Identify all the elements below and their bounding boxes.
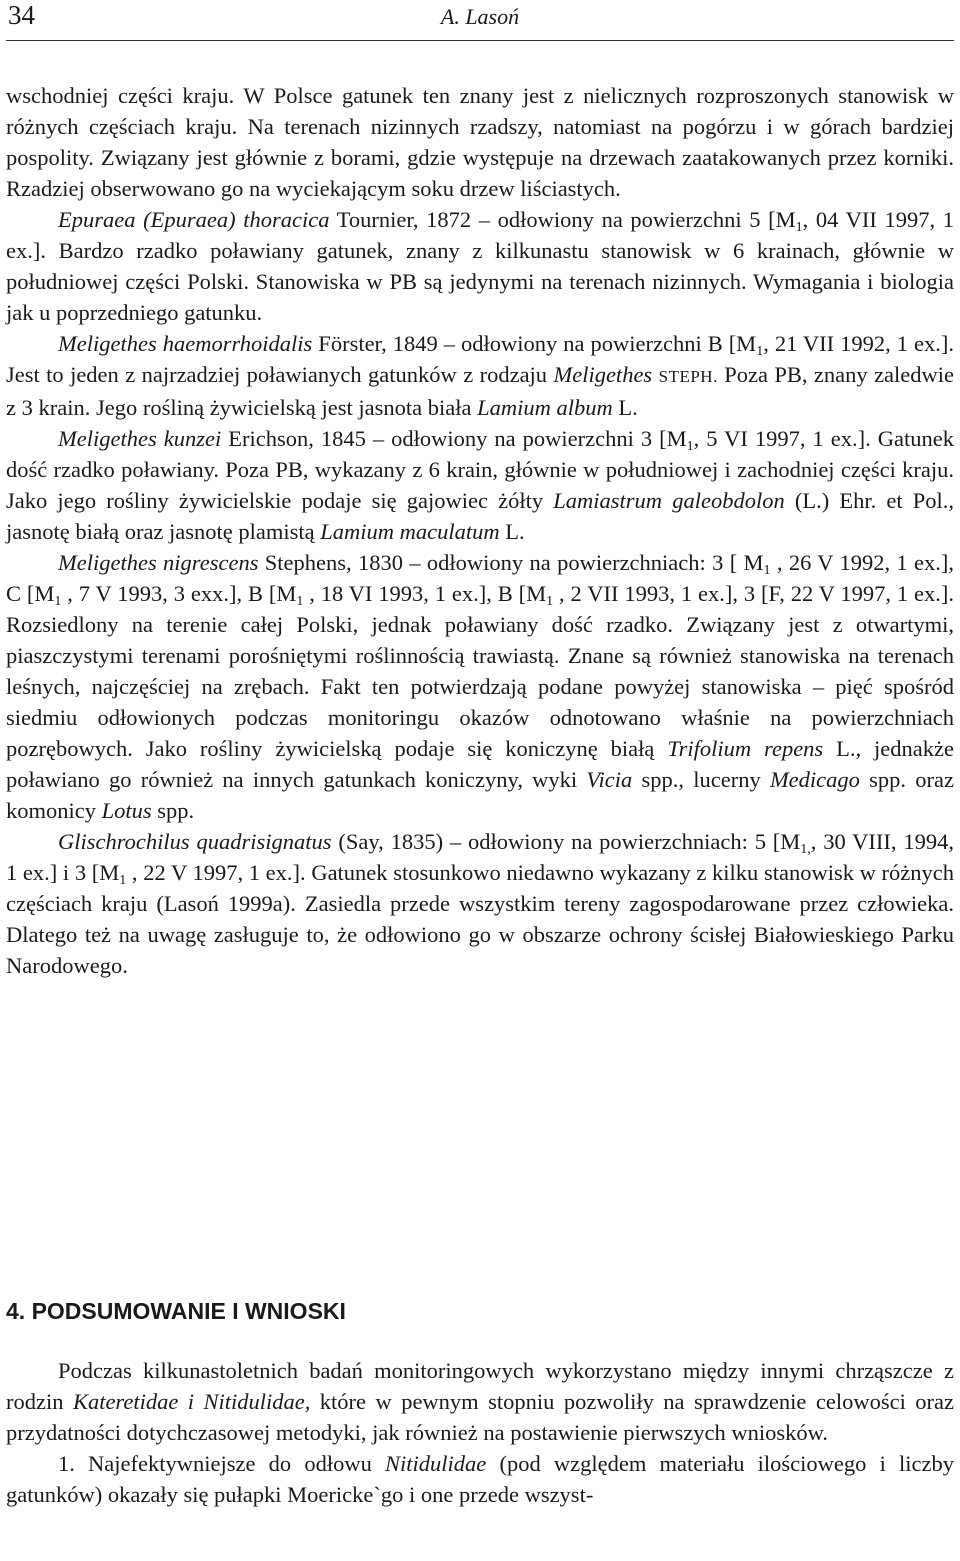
text-run: , 21 VII 1992, 1 ex.]. Jest to jeden z najrzadziej poławianych gatunków z rodzaju (6, 331, 954, 387)
species-name: Meligethes kunzei (58, 426, 222, 451)
family-names: Kateretidae i Nitidulidae, (72, 1389, 311, 1414)
text-run: L. (612, 395, 638, 420)
subscript: 1 (54, 594, 62, 609)
plant-name: Lamium maculatum (320, 519, 500, 544)
plant-name: Trifolium repens (667, 736, 824, 761)
subscript: 1 (795, 220, 803, 235)
genus-name: Meligethes (553, 362, 653, 387)
plant-name: Lamium album (477, 395, 613, 420)
species-name: Epuraea (Epuraea) thoracica (58, 207, 330, 232)
section-heading: 4. PODSUMOWANIE I WNIOSKI (6, 1298, 346, 1324)
subscript: 1 (686, 439, 694, 454)
species-account-meligethes-kunzei (6, 423, 954, 547)
subscript: 1 (763, 563, 771, 578)
author-abbreviation: STEPH. (658, 367, 718, 386)
text-run: (L.) Ehr. et Pol., jasnotę białą oraz jasnotę plamistą (6, 488, 955, 544)
text-run: Erichson, 1845 – odłowiony na powierzchni 3 [M (221, 426, 687, 451)
subscript: 1 (119, 873, 127, 888)
plant-name: Lotus (101, 798, 152, 823)
summary-section (6, 1355, 954, 1510)
page-number: 34 (8, 0, 35, 30)
text-run: L., jednakże poławiano go również na innych gatunkach koniczyny, wyki (6, 736, 954, 792)
summary-paragraph (6, 1355, 954, 1448)
text-run: , 7 V 1993, 3 exx.], B [M (61, 581, 297, 606)
text-run: Tournier, 1872 – odłowiony na powierzchni 5 [M (329, 207, 796, 232)
subscript: 1 (296, 594, 304, 609)
text-run: , 04 VII 1997, 1 ex.]. Bardzo rzadko poławiany gatunek, znany z kilkunastu stanowisk w 6 krainach, głównie w południowej części Polski. Stanowiska w PB są jedynymi na terenach nizinnych. Wymagania i biologia jak u poprzedniego gatunku. (6, 207, 955, 325)
text-run: spp. (151, 798, 195, 823)
paragraph-continued (6, 80, 954, 204)
plant-name: Vicia (586, 767, 633, 792)
plant-name: Medicago (769, 767, 860, 792)
species-account-meligethes-nigrescens (6, 547, 954, 826)
text-run: spp., lucerny (632, 767, 770, 792)
text-run: , 26 V 1992, 1 ex.], C [M (6, 550, 954, 606)
species-account-epuraea-thoracica (6, 204, 954, 328)
plant-name: Lamiastrum galeobdolon (553, 488, 785, 513)
text-run: Förster, 1849 – odłowiony na powierzchni B [M (312, 331, 757, 356)
species-account-glischrochilus-quadrisignatus (6, 826, 954, 981)
text-run: Poza PB, znany zaledwie z 3 krain. Jego rośliną żywicielską jest jasnota biała (6, 362, 955, 420)
text-run: L. (499, 519, 525, 544)
text-run: Stephens, 1830 – odłowiony na powierzchniach: 3 [ M (258, 550, 764, 575)
species-account-meligethes-haemorrhoidalis (6, 328, 954, 423)
text-run: Podczas kilkunastoletnich badań monitoringowych wykorzystano między innymi chrząszcze z rodzin (6, 1358, 954, 1414)
species-name: Glischrochilus quadrisignatus (58, 829, 332, 854)
species-name: Meligethes haemorrhoidalis (58, 331, 313, 356)
species-accounts (6, 80, 954, 981)
text-run: , 22 V 1997, 1 ex.]. Gatunek stosunkowo niedawno wykazany z kilku stanowisk w różnych częściach kraju (Lasoń 1999a). Zasiedla przede wszystkim tereny zagospodarowane przez człowieka. Dlatego też na uwagę zasługuje to, że odłowiono go w obszarze ochrony ścisłej Białowieskiego Parku Narodowego. (6, 860, 954, 978)
text-run: (pod względem materiału ilościowego i liczby gatunków) okazały się pułapki Moericke`go i one przede wszyst- (6, 1451, 954, 1507)
text-run: , 2 VII 1993, 1 ex.], 3 [F, 22 V 1997, 1 ex.]. Rozsiedlony na terenie całej Polski, jednak poławiany dość rzadko. Związany jest z otwartymi, piaszczystymi terenami porośniętymi roślinnością trawiastą. Znane są również stanowiska na terenach leśnych, najczęściej na zrębach. Fakt ten potwierdzają podane powyżej stanowiska – pięć spośród siedmiu odłowionych podczas monitoringu okazów odnotowano właśnie na powierzchniach pozrębowych. Jako rośliny żywicielską podaje się koniczynę białą (6, 581, 954, 761)
species-name: Meligethes nigrescens (58, 550, 259, 575)
running-head-author: A. Lasoń (440, 4, 520, 29)
text-run: , 5 VI 1997, 1 ex.]. Gatunek dość rzadko poławiany. Poza PB, wykazany z 6 krain, głównie w południowej i zachodniej części kraju. Jako jego rośliny żywicielskie podaje się gajowiec żółty (6, 426, 954, 513)
text-run: spp. oraz komonicy (6, 767, 954, 823)
text-run: 1. Najefektywniejsze do odłowu (58, 1451, 386, 1476)
conclusion-item-1 (6, 1448, 954, 1510)
subscript: 1, (800, 842, 811, 857)
text-run: które w pewnym stopniu pozwoliły na sprawdzenie celowości oraz przydatności dotychczasowej metodyki, jak również na postawienie pierwszych wniosków. (6, 1389, 954, 1445)
text-run: (Say, 1835) – odłowiony na powierzchniach: 5 [M (331, 829, 801, 854)
text-run: , 18 VI 1993, 1 ex.], B [M (303, 581, 547, 606)
subscript: 1 (756, 344, 764, 359)
text-run: , 30 VIII, 1994, 1 ex.] i 3 [M (6, 829, 954, 885)
subscript: 1 (546, 594, 554, 609)
family-name: Nitidulidae (385, 1451, 487, 1476)
paragraph-text: wschodniej części kraju. W Polsce gatunek ten znany jest z nielicznych rozproszonych stanowisk w różnych częściach kraju. Na terenach nizinnych rzadszy, natomiast na pogórzu i w górach bardziej pospolity. Związany jest głównie z borami, gdzie występuje na drzewach zaatakowanych przez korniki. Rzadziej obserwowano go na wyciekającym soku drzew liściastych. (6, 83, 954, 201)
running-header (6, 0, 954, 41)
